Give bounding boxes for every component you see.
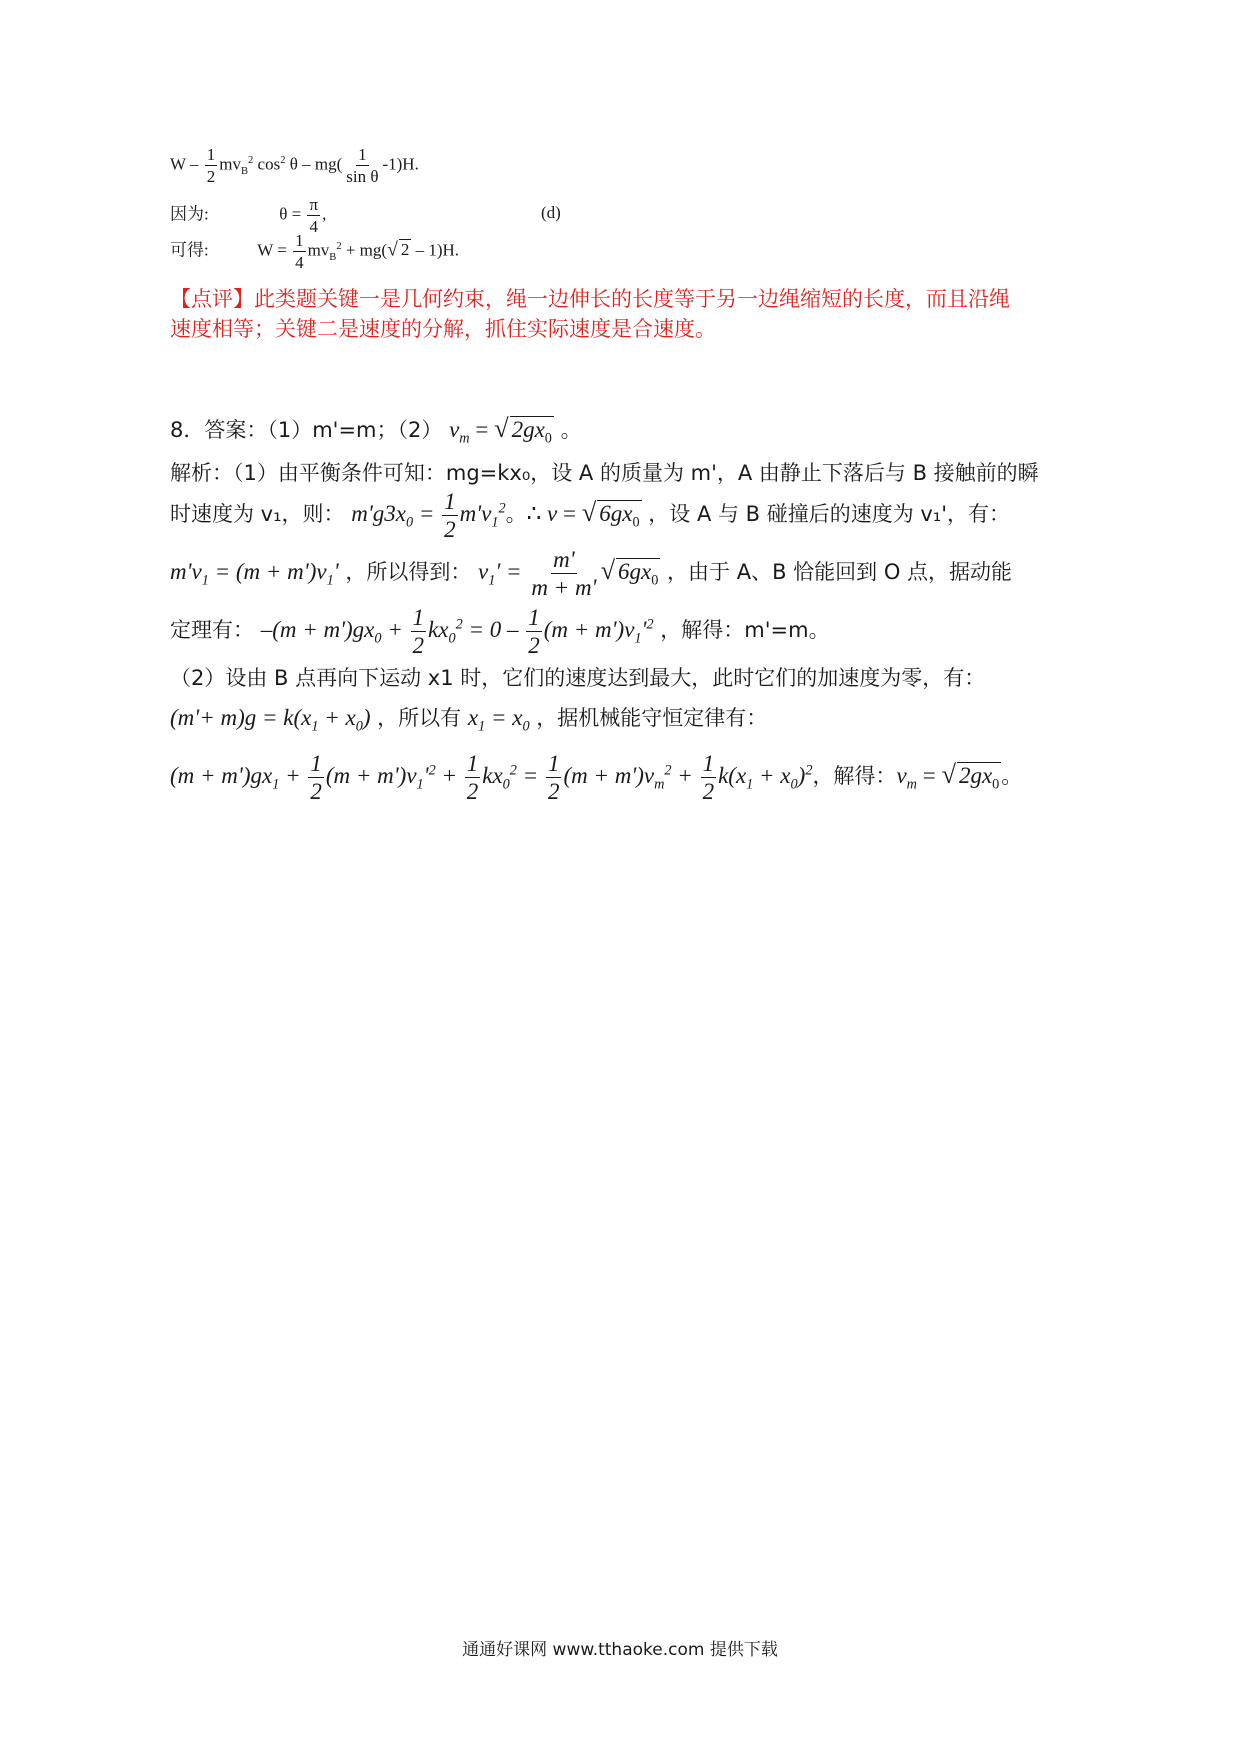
part2-line-2: $(m'+ m)g = k(x_1 + x_0)$ ，所以有 $x_1 = x_0$ ，据机械能守恒定律有：: [170, 705, 768, 735]
equation-tag: (d): [541, 203, 561, 222]
page-footer: 通通好课网 www.tthaoke.com 提供下载: [462, 1640, 778, 1660]
analysis-line-3: $m'v_1 = (m + m')v_1'$ ，所以得到： $v_1'$ = $\frac{m'}{m + m'}$ √ $6gx_0$ ，由于 A、B 恰能回到 O 点，据动能: [170, 547, 1013, 600]
comment-line-1: 【点评】此类题关键一是几何约束，绳一边伸长的长度等于另一边绳缩短的长度，而且沿绳: [170, 287, 1010, 311]
analysis-line-4: 定理有： $-(m + m')gx_0$ + $\frac{1}{2}$ $kx_0^2 = 0$ – $\frac{1}{2}$ $(m + m')v_1'^2$ ，解得：m'=m。: [170, 605, 830, 658]
equation-w: W – $\frac{1}{2}$ $mv_B^2$ $\cos^2 \theta - mg$( $\frac{1}{\text{sin θ}}$ -1)H.: [170, 145, 419, 186]
analysis-line-2: 时速度为 v₁，则： $m'g3x_0$ = $\frac{1}{2}$ $m'v_1^2$。∴ v = √ $6gx_0$ ，设 A 与 B 碰撞后的速度为 v₁'，有：: [170, 489, 1011, 542]
answer-line: 8．答案：（1）m'=m；（2） $v_m$ = √ $2gx_0$ 。: [170, 413, 582, 447]
analysis-line-1: 解析：（1）由平衡条件可知：mg=kx₀，设 A 的质量为 m'，A 由静止下落后与 B 接触前的瞬: [170, 461, 1039, 485]
comment-line-2: 速度相等；关键二是速度的分解，抓住实际速度是合速度。: [170, 317, 716, 341]
because-line: 因为: θ = $\frac{\pi}{4}$ ,: [170, 195, 327, 236]
final-equation-line: $(m + m')gx_1$ + $\frac{1}{2}$ $(m + m')v_1'^2$ + $\frac{1}{2}$ $kx_0^2$ = $\frac{1}{2}$ $(m + m')v_m^2$ + $\frac{1}{2}$ $k(x_1 + x_0)^2$，解得：$v_m$ = √ $2gx_0$。: [170, 751, 1023, 804]
result-line: 可得: W = $\frac{1}{4}$ $mv_B^2 + mg(√$ 2 – 1)H.: [170, 231, 460, 272]
part2-line-1: （2）设由 B 点再向下运动 x1 时，它们的速度达到最大，此时它们的加速度为零，有：: [170, 666, 986, 690]
